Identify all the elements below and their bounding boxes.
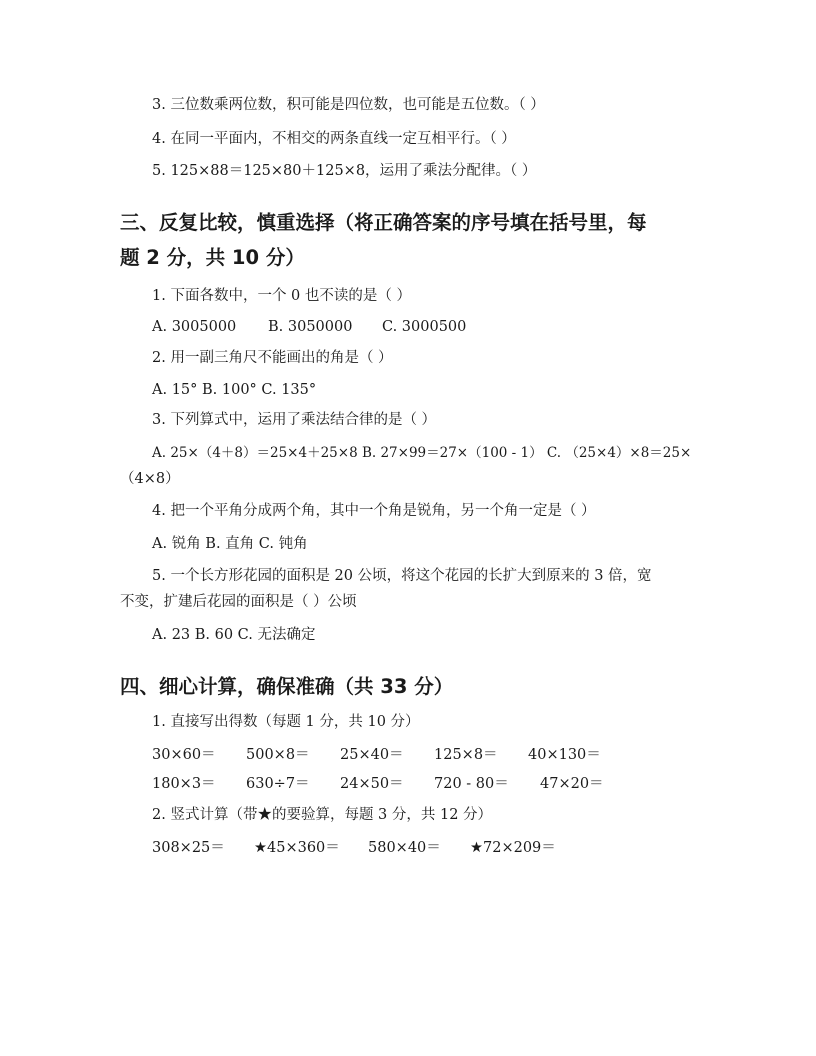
calc-item: 125×8＝: [434, 747, 498, 763]
calc-item: 30×60＝: [152, 747, 216, 763]
calc-part2-title: 2. 竖式计算（带★的要验算，每题 3 分，共 12 分）: [152, 807, 493, 823]
choice-q5-options: A. 23 B. 60 C. 无法确定: [152, 627, 316, 643]
section3-heading-line1: 三、反复比较，慎重选择（将正确答案的序号填在括号里，每: [120, 211, 647, 234]
vertical-calc-item: 308×25＝: [152, 840, 225, 856]
vertical-calc-item: 580×40＝: [368, 840, 441, 856]
choice-q1-option-c: C. 3000500: [382, 319, 467, 335]
calc-item: 630÷7＝: [246, 776, 310, 792]
choice-q2-options: A. 15° B. 100° C. 135°: [152, 382, 317, 398]
calc-item: 40×130＝: [528, 747, 601, 763]
vertical-calc-item: ★72×209＝: [470, 840, 556, 856]
choice-question-1: 1. 下面各数中，一个 0 也不读的是（ ）: [152, 288, 411, 304]
judge-question-4: 4. 在同一平面内，不相交的两条直线一定互相平行。（ ）: [152, 131, 516, 147]
choice-q4-options: A. 锐角 B. 直角 C. 钝角: [152, 536, 308, 552]
choice-q1-option-a: A. 3005000: [152, 319, 237, 335]
choice-q3-options-line1: A. 25×（4＋8）＝25×4＋25×8 B. 27×99＝27×（100 - 1） C. （25×4）×8＝25×: [152, 445, 692, 461]
calc-item: 24×50＝: [340, 776, 404, 792]
calc-item: 720 - 80＝: [434, 776, 509, 792]
choice-question-5-line1: 5. 一个长方形花园的面积是 20 公顷，将这个花园的长扩大到原来的 3 倍，宽: [152, 568, 652, 584]
choice-q1-option-b: B. 3050000: [268, 319, 353, 335]
choice-q3-options-line2: （4×8）: [120, 471, 180, 487]
calc-item: 180×3＝: [152, 776, 216, 792]
judge-question-5: 5. 125×88＝125×80＋125×8，运用了乘法分配律。（ ）: [152, 163, 537, 179]
section3-heading-line2: 题 2 分，共 10 分）: [120, 246, 305, 269]
calc-item: 47×20＝: [540, 776, 604, 792]
judge-question-3: 3. 三位数乘两位数，积可能是四位数，也可能是五位数。（ ）: [152, 97, 545, 113]
calc-item: 25×40＝: [340, 747, 404, 763]
calc-part1-title: 1. 直接写出得数（每题 1 分，共 10 分）: [152, 714, 420, 730]
vertical-calc-item: ★45×360＝: [254, 840, 340, 856]
choice-question-4: 4. 把一个平角分成两个角，其中一个角是锐角，另一个角一定是（ ）: [152, 503, 596, 519]
choice-question-5-line2: 不变，扩建后花园的面积是（ ）公顷: [120, 594, 357, 610]
section4-heading: 四、细心计算，确保准确（共 33 分）: [120, 675, 454, 698]
choice-question-2: 2. 用一副三角尺不能画出的角是（ ）: [152, 350, 393, 366]
choice-question-3: 3. 下列算式中，运用了乘法结合律的是（ ）: [152, 412, 437, 428]
calc-item: 500×8＝: [246, 747, 310, 763]
